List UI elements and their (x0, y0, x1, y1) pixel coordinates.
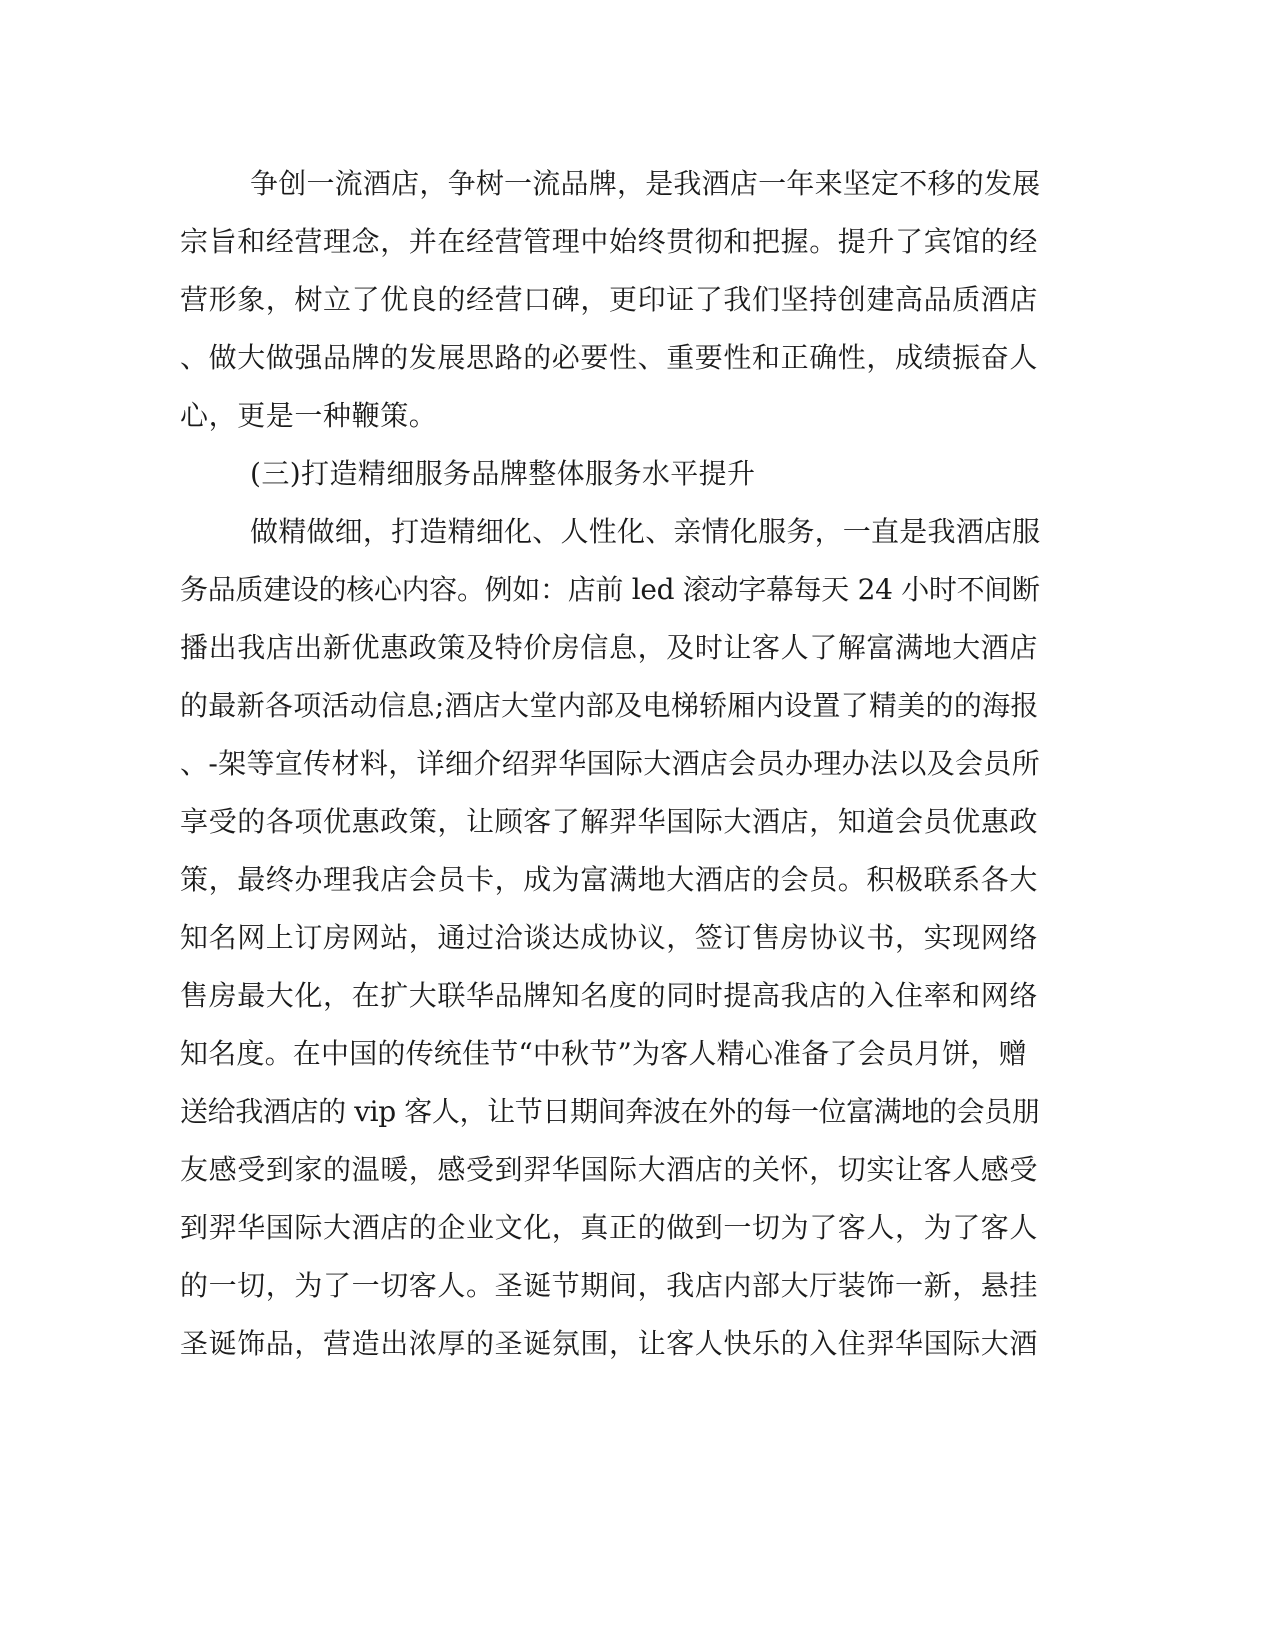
paragraph-2-line-10: 知名度。在中国的传统佳节“中秋节”为客人精心准备了会员月饼，赠 (180, 1037, 1027, 1070)
paragraph-2-line-13: 到羿华国际大酒店的企业文化，真正的做到一切为了客人，为了客人 (180, 1211, 1039, 1244)
paragraph-2-line-8: 知名网上订房网站，通过洽谈达成协议，签订售房协议书，实现网络 (180, 921, 1039, 954)
paragraph-2-line-4: 的最新各项活动信息;酒店大堂内部及电梯轿厢内设置了精美的的海报 (180, 689, 1039, 722)
paragraph-2-line-14: 的一切，为了一切客人。圣诞节期间，我店内部大厅装饰一新，悬挂 (180, 1269, 1039, 1302)
paragraph-2-line-9: 售房最大化，在扩大联华品牌知名度的同时提高我店的入住率和网络 (180, 979, 1039, 1012)
paragraph-1-line-5: 心，更是一种鞭策。 (180, 399, 438, 432)
paragraph-2-line-5: 、-架等宣传材料，详细介绍羿华国际大酒店会员办理办法以及会员所 (180, 747, 1041, 780)
paragraph-2-line-12: 友感受到家的温暖，感受到羿华国际大酒店的关怀，切实让客人感受 (180, 1153, 1039, 1186)
paragraph-2-line-3: 播出我店出新优惠政策及特价房信息，及时让客人了解富满地大酒店 (180, 631, 1039, 664)
paragraph-2-line-15: 圣诞饰品，营造出浓厚的圣诞氛围，让客人快乐的入住羿华国际大酒 (180, 1327, 1039, 1360)
section-heading: (三)打造精细服务品牌整体服务水平提升 (250, 457, 756, 490)
paragraph-1-line-3: 营形象，树立了优良的经营口碑，更印证了我们坚持创建高品质酒店 (180, 283, 1039, 316)
paragraph-1-line-2: 宗旨和经营理念，并在经营管理中始终贯彻和把握。提升了宾馆的经 (180, 225, 1039, 258)
paragraph-2-line-11: 送给我酒店的 vip 客人，让节日期间奔波在外的每一位富满地的会员朋 (180, 1095, 1040, 1128)
paragraph-2-line-1: 做精做细，打造精细化、人性化、亲情化服务，一直是我酒店服 (250, 515, 1041, 548)
paragraph-2-line-6: 享受的各项优惠政策，让顾客了解羿华国际大酒店，知道会员优惠政 (180, 805, 1039, 838)
paragraph-1-line-1: 争创一流酒店，争树一流品牌，是我酒店一年来坚定不移的发展 (250, 167, 1041, 200)
paragraph-1-line-4: 、做大做强品牌的发展思路的必要性、重要性和正确性，成绩振奋人 (180, 341, 1039, 374)
paragraph-2-line-7: 策，最终办理我店会员卡，成为富满地大酒店的会员。积极联系各大 (180, 863, 1039, 896)
paragraph-2-line-2: 务品质建设的核心内容。例如：店前 led 滚动字幕每天 24 小时不间断 (180, 573, 1040, 606)
